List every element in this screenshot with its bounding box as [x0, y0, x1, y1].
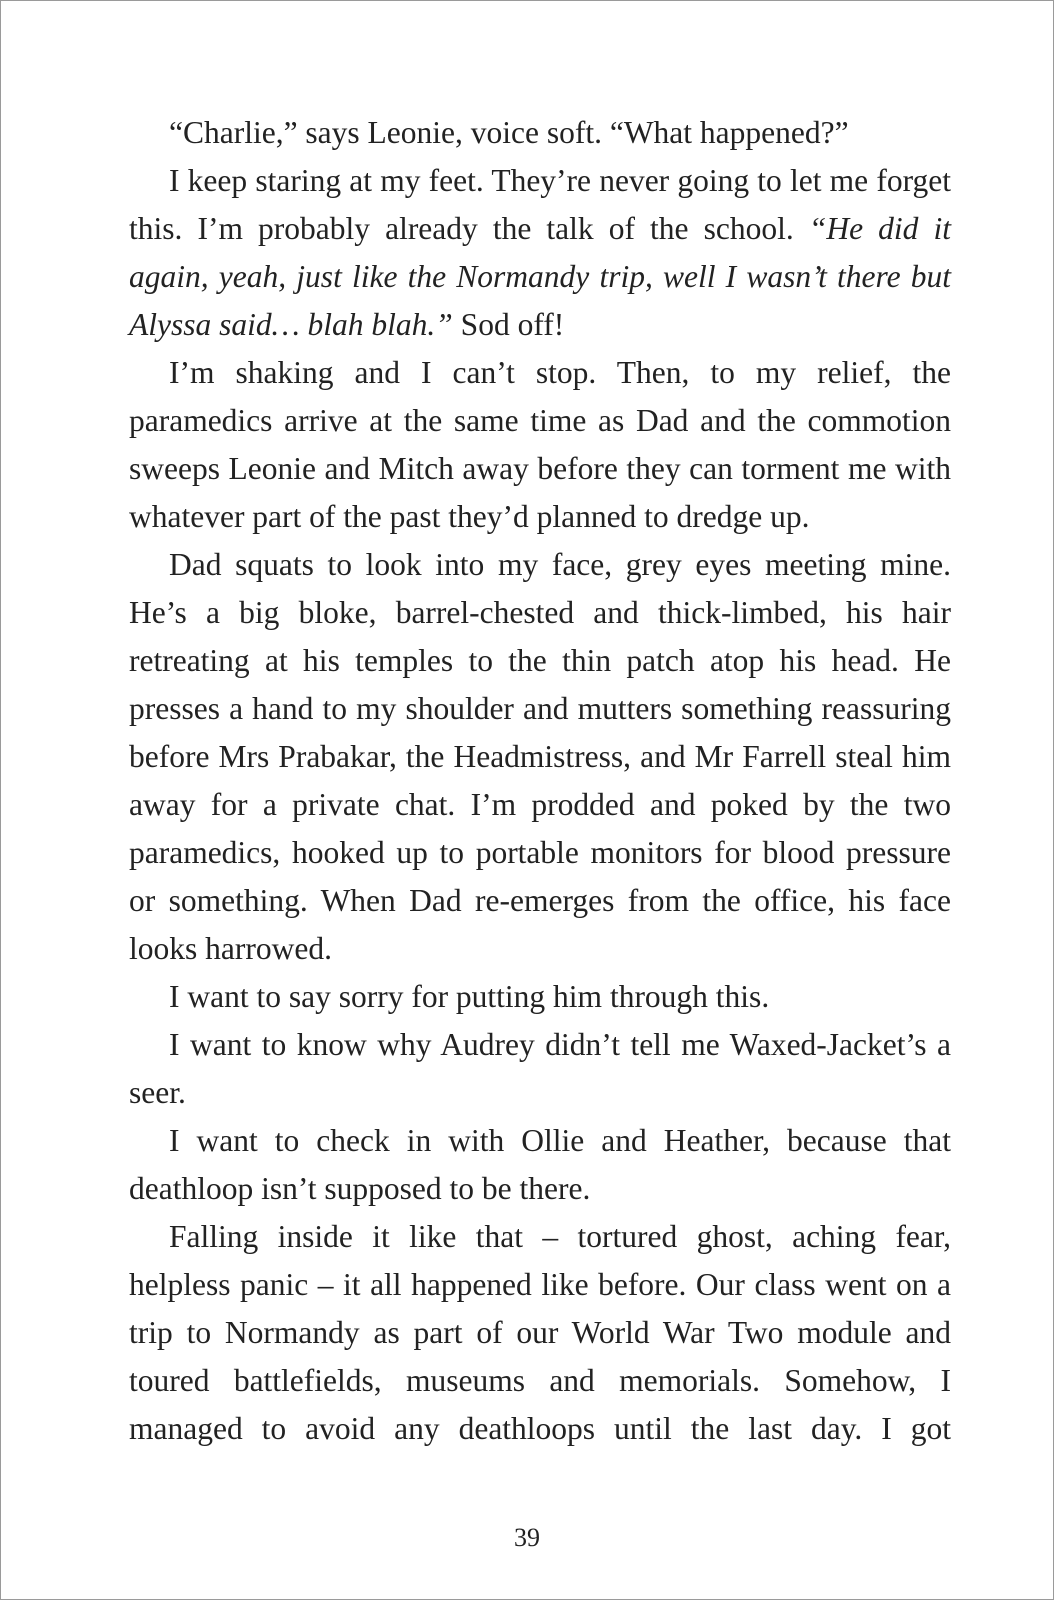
paragraph-text: Sod off! [452, 307, 565, 342]
paragraph-text: Falling inside it like that – tortured ghost, aching fear, helpless panic – it all happened like before. Our class went on a trip to Normandy as part of our World War Two module and toured battlefields, museums and memorials. Somehow, I managed to avoid any deathloops until the last day. I got [129, 1219, 951, 1446]
paragraph [129, 349, 951, 541]
paragraph-text: I’m shaking and I can’t stop. Then, to my relief, the paramedics arrive at the same time as Dad and the commotion sweeps Leonie and Mitch away before they can torment me with whatever part of the past they’d planned to dredge up. [129, 355, 951, 534]
paragraph-text: “Charlie,” says Leonie, voice soft. “What happened?” [169, 115, 849, 150]
paragraph [129, 157, 951, 349]
italic-quote: “He did it again, yeah, just like the Normandy trip, well I wasn’t there but Alyssa said… blah blah.” [129, 211, 951, 342]
paragraph [129, 541, 951, 973]
paragraph-text: I want to know why Audrey didn’t tell me Waxed-Jacket’s a seer. [129, 1027, 951, 1110]
paragraph-text: Dad squats to look into my face, grey eyes meeting mine. He’s a big bloke, barrel-chested and thick-limbed, his hair retreating at his temples to the thin patch atop his head. He presses a hand to my shoulder and mutters something reassuring before Mrs Prabakar, the Headmistress, and Mr Farrell steal him away for a private chat. I’m prodded and poked by the two paramedics, hooked up to portable monitors for blood pressure or something. When Dad re-emerges from the office, his face looks harrowed. [129, 547, 951, 966]
paragraph-text: I want to say sorry for putting him through this. [169, 979, 770, 1014]
paragraph [129, 973, 951, 1021]
body-text [129, 109, 951, 1453]
paragraph [129, 109, 951, 157]
paragraph [129, 1117, 951, 1213]
paragraph-text: I want to check in with Ollie and Heather, because that deathloop isn’t supposed to be there. [129, 1123, 951, 1206]
paragraph [129, 1021, 951, 1117]
paragraph-text: I keep staring at my feet. They’re never going to let me forget this. I’m probably already the talk of the school. [129, 163, 951, 246]
page-number: 39 [514, 1523, 540, 1552]
paragraph [129, 1213, 951, 1453]
